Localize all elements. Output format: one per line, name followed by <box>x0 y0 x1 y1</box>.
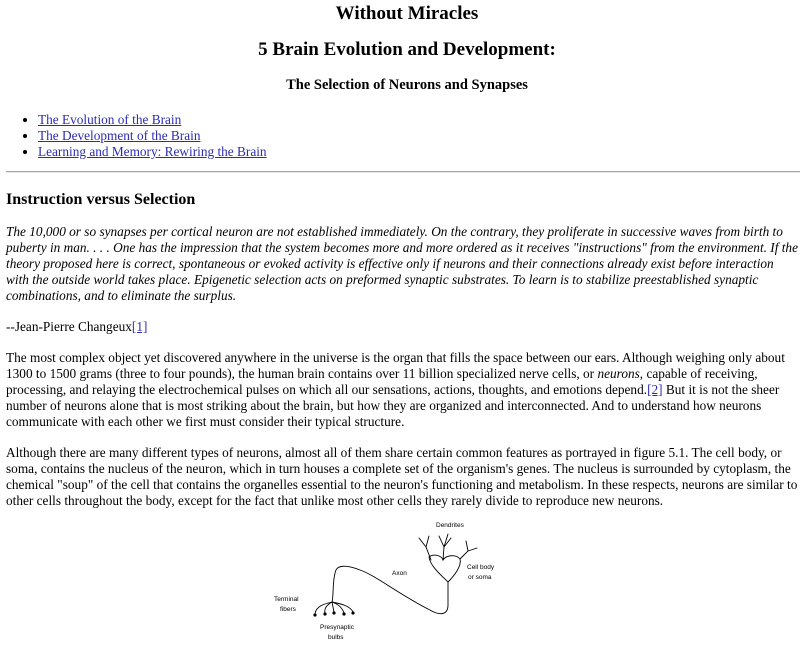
label-presynaptic: Presynaptic <box>320 624 354 631</box>
footnote-link-1[interactable]: [1] <box>131 319 148 334</box>
attribution-author: --Jean-Pierre Changeux <box>6 319 132 334</box>
paragraph-text: The most complex object yet discovered anywhere in the universe is the organ that fills the space between our ears. Although weighing only about 1300 to 1500 grams (three to four pounds), the human brain contains over 11 billion specialized nerve cells, or <box>6 350 785 381</box>
label-fibers: fibers <box>280 606 296 613</box>
axon-line <box>332 566 448 613</box>
section-heading: Instruction versus Selection <box>6 191 196 208</box>
toc-item <box>38 144 800 160</box>
presynaptic-bulb <box>332 611 335 614</box>
presynaptic-bulbs <box>313 611 354 616</box>
label-terminal: Terminal <box>274 596 299 603</box>
dendrite-branch <box>468 548 477 551</box>
toc-item <box>38 128 800 144</box>
label-soma: or soma <box>468 574 492 581</box>
neuron-diagram <box>270 517 510 647</box>
chapter-title: 5 Brain Evolution and Development: <box>258 39 556 60</box>
quote-attribution <box>6 319 800 335</box>
horizontal-rule <box>6 171 800 173</box>
presynaptic-bulb <box>313 613 316 616</box>
presynaptic-bulb <box>323 612 326 615</box>
footnote-link-2[interactable]: [2] <box>647 382 663 397</box>
neuron-diagram-svg <box>270 517 510 647</box>
dendrite-branch <box>426 536 429 547</box>
label-axon: Axon <box>392 570 407 577</box>
toc-link-development[interactable]: The Development of the Brain <box>38 128 201 143</box>
toc-item <box>38 112 800 128</box>
toc-link-learning-memory[interactable]: Learning and Memory: Rewiring the Brain <box>38 144 267 159</box>
paragraph-text: , capable of receiving, processing, and relaying the electrochemical pulses on which all our sensations, actions, thoughts, and emotions depend. <box>6 366 758 397</box>
cell-body-shape <box>429 555 460 582</box>
chapter-subtitle: The Selection of Neurons and Synapses <box>286 77 528 93</box>
page-title: Without Miracles <box>335 3 479 24</box>
label-bulbs: bulbs <box>328 634 344 641</box>
presynaptic-bulb <box>342 612 345 615</box>
body-paragraph-2: Although there are many different types of neurons, almost all of them share certain common features as portrayed in figure 5.1. The cell body, or soma, contains the nucleus of the neuron, which in turn houses a complete set of the organism's genes. The nucleus is surrounded by cytoplasm, the chemical "soup" of the cell that contains the organelles essential to the neuron's functioning and metabolism. In these respects, neurons are similar to other cells throughout the body, except for the fact that unlike most other cells they rarely divide to reproduce new neurons. <box>6 445 798 508</box>
emphasis-neurons: neurons <box>597 366 640 381</box>
paragraph-text: But it is not the sheer number of neurons alone that is most striking about the brain, but how they are organized and interconnected. And to understand how neurons communicate with each other we first must consider their typical structure. <box>6 382 780 429</box>
label-cell-body: Cell body <box>467 564 495 571</box>
presynaptic-bulb <box>351 611 354 614</box>
label-dendrites: Dendrites <box>436 522 464 529</box>
toc-link-evolution[interactable]: The Evolution of the Brain <box>38 112 182 127</box>
epigraph-quote: The 10,000 or so synapses per cortical neuron are not established immediately. On the contrary, they proliferate in successive waves from birth to puberty in man. . . . One has the impression that the system becomes more and more ordered as it receives "instructions" from the environment. If the theory proposed here is correct, spontaneous or evoked activity is effective only if neurons and their connections already exist before interaction with the outside world takes place. Epigenetic selection acts on preformed synaptic substrates. To learn is to stabilize preestablished synaptic combinations, and to eliminate the surplus. <box>6 224 798 303</box>
table-of-contents <box>6 112 800 160</box>
body-paragraph-1 <box>6 350 798 430</box>
terminal-fiber <box>332 602 334 612</box>
dendrite-branch <box>460 541 468 559</box>
